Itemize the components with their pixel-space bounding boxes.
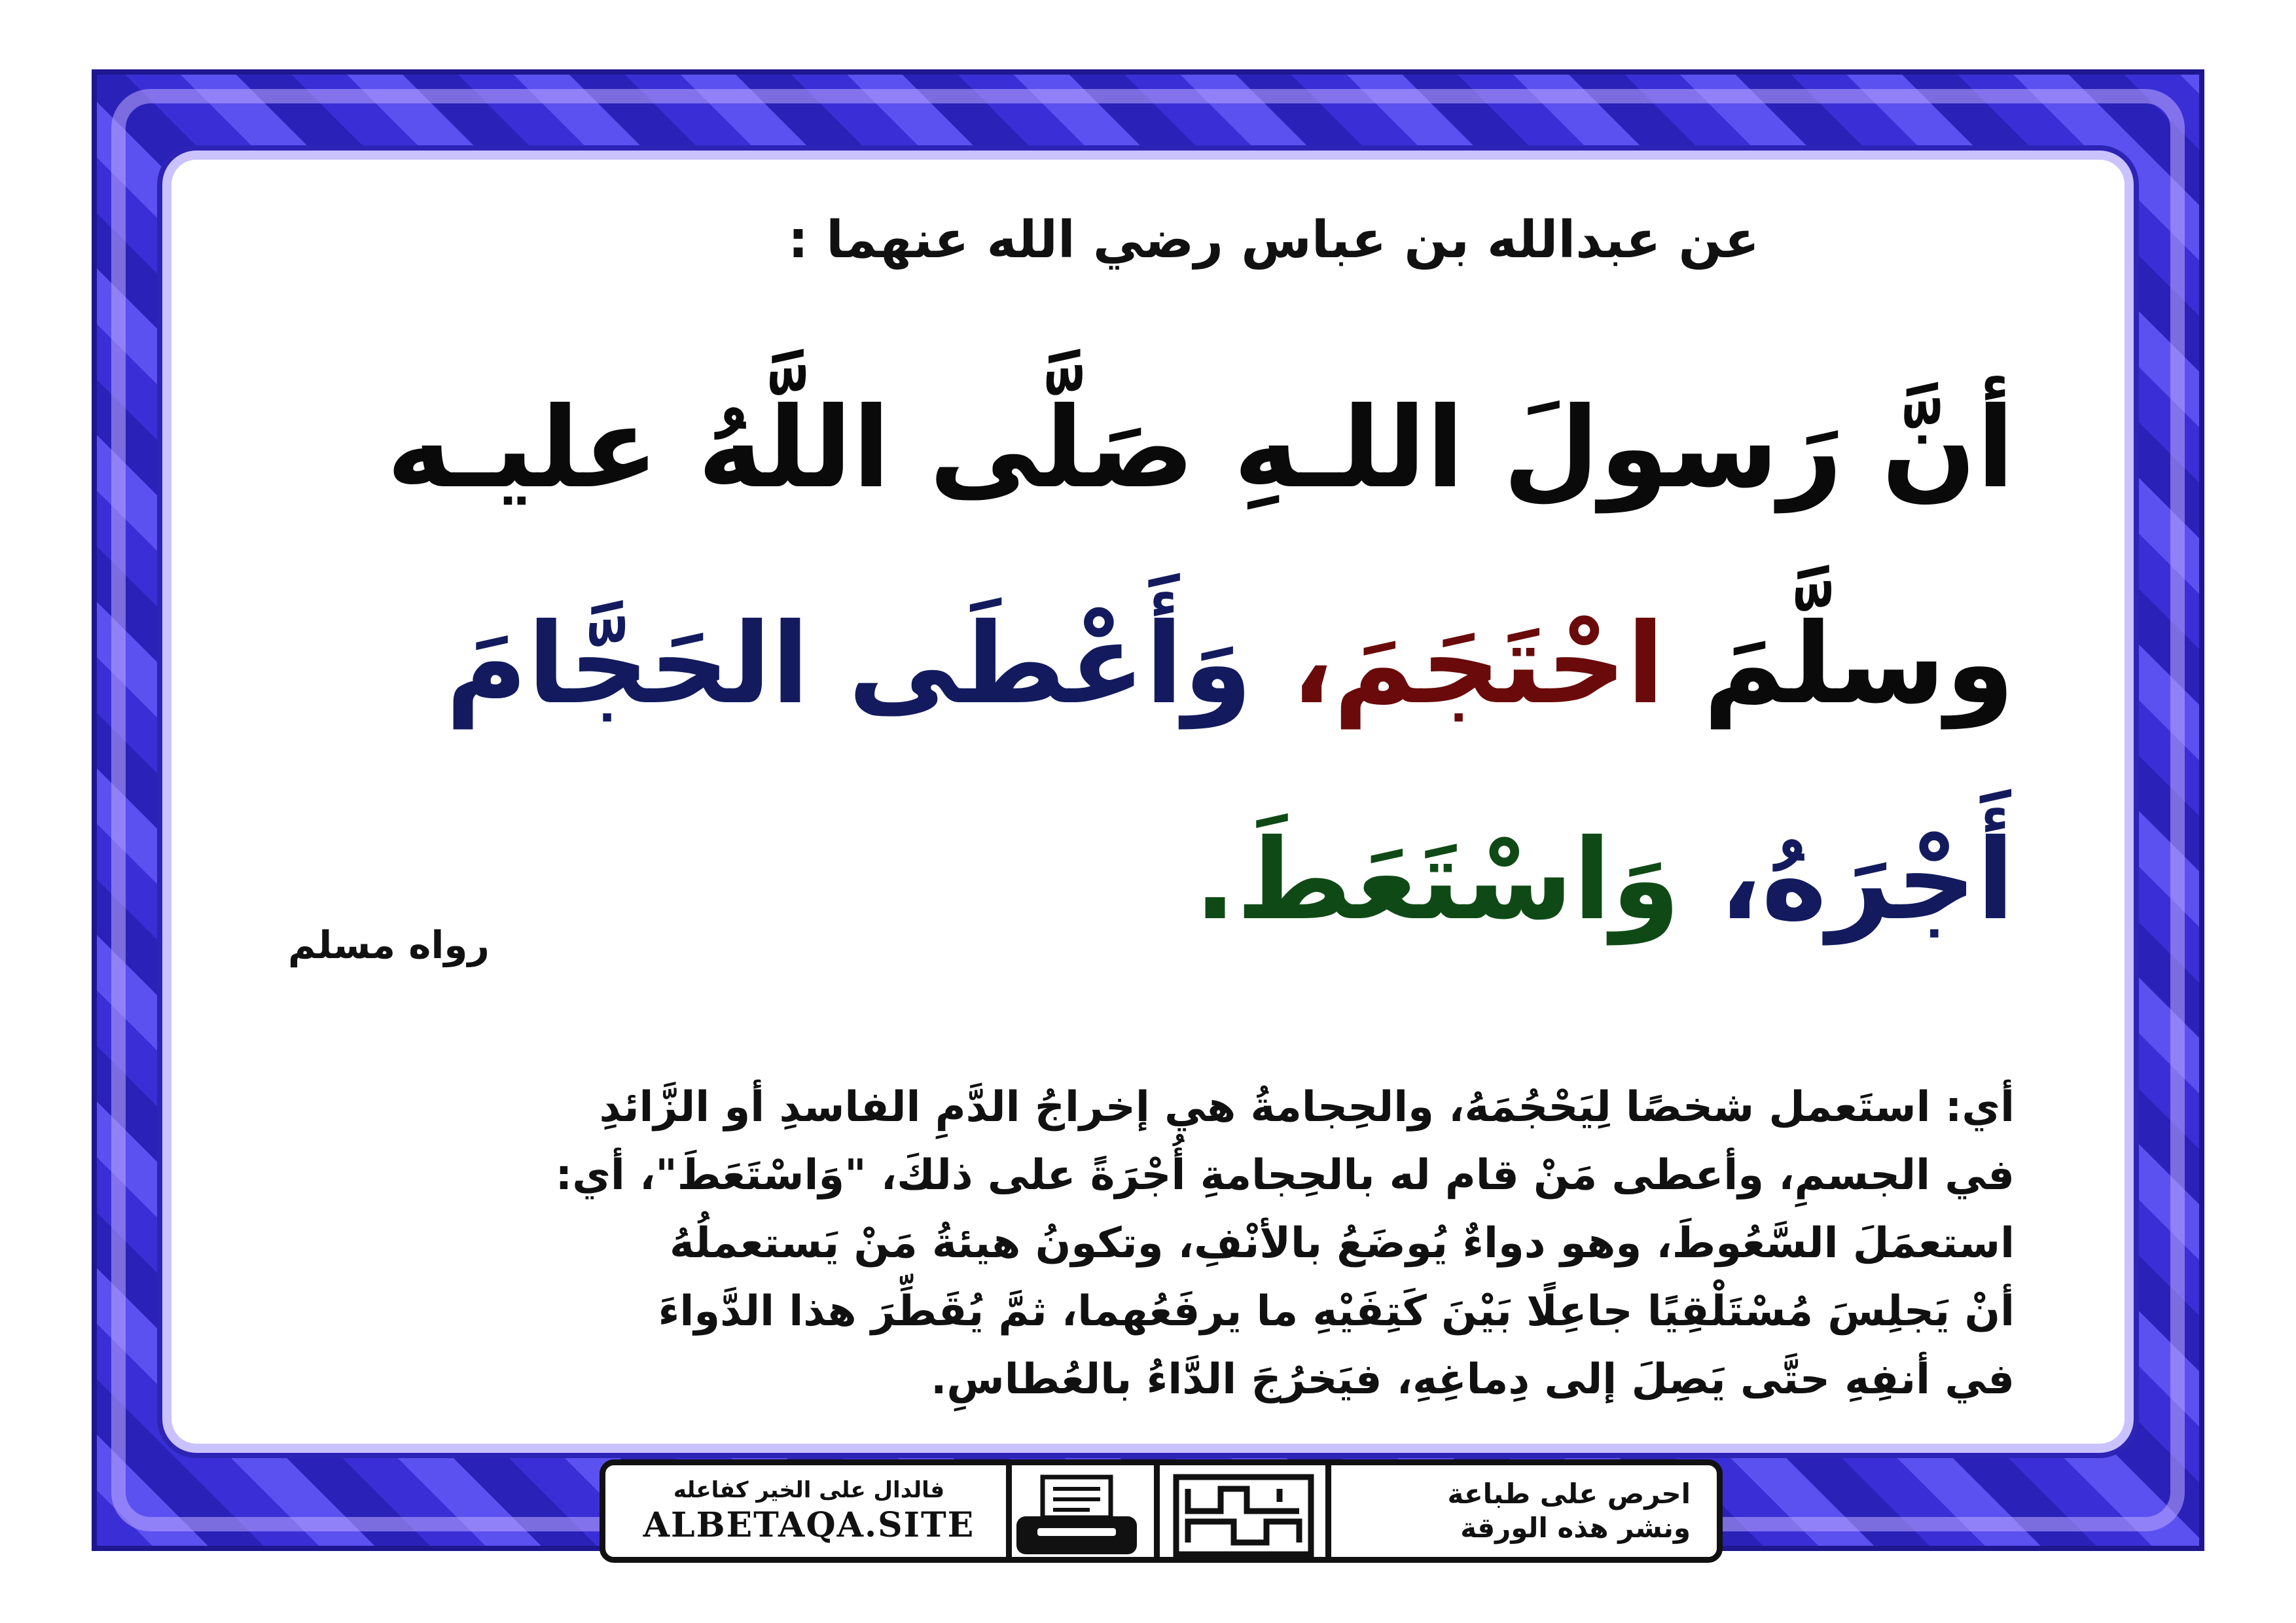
- explanation-line: استعمَلَ السَّعُوطَ، وهو دواءٌ يُوضَعُ بالأنْفِ، وتكونُ هيئةُ مَنْ يَستعملُهُ: [669, 1219, 2015, 1268]
- banner-divider: [1325, 1465, 1331, 1557]
- explanation-line: في الجسمِ، وأعطى مَنْ قام له بالحِجامةِ أُجْرَةً على ذلكَ، "وَاسْتَعَطَ"، أي:: [555, 1151, 2015, 1200]
- hadith-word-sallam: وسلَّمَ: [1703, 599, 2015, 729]
- print-appeal-line-1: احرص على طباعة: [1447, 1478, 1691, 1510]
- hadith-text: [275, 340, 2015, 988]
- hadith-phrase-aata: وَأَعْطَى الحَجَّامَ: [446, 599, 1253, 729]
- hadith-line-1: أنَّ رَسولَ اللـهِ صَلَّى اللَّهُ عليـه: [386, 383, 2015, 513]
- print-appeal-line-2: ونشر هذه الورقة: [1460, 1512, 1691, 1544]
- tagline: فالدال على الخير كفاعله: [673, 1477, 945, 1503]
- print-appeal: [1337, 1477, 1691, 1550]
- narrator-line: عن عبدالله بن عباس رضي الله عنهما :: [787, 211, 1759, 270]
- site-box: [617, 1474, 1001, 1548]
- hadith-source: رواه مسلم: [288, 923, 490, 967]
- banner-divider: [1154, 1465, 1160, 1557]
- explanation-line: في أنفِهِ حتَّى يَصِلَ إلى دِماغِهِ، فيَخرُجَ الدَّاءُ بالعُطاسِ.: [931, 1355, 2015, 1404]
- hadith-word-istaat: وَاسْتَعَطَ.: [1194, 815, 1681, 945]
- hadith-line-2: [275, 556, 2015, 772]
- explanation-line: أنْ يَجلِسَ مُسْتَلْقِيًا جاعِلًا بَيْنَ كَتِفَيْهِ ما يرفَعُهما، ثمَّ يُقَطِّرَ هذا الدَّواءَ: [658, 1287, 2015, 1336]
- hadith-line-3: [275, 772, 2015, 988]
- hadith-word-ajrahu: أَجْرَهُ،: [1719, 815, 2015, 945]
- hadith-word-ihtajam: احْتَجَمَ،: [1291, 599, 1665, 729]
- footer-banner: [600, 1459, 1723, 1563]
- site-link[interactable]: ALBETAQA.SITE: [643, 1505, 975, 1545]
- explanation-line: أي: استَعمل شخصًا لِيَحْجُمَهُ، والحِجامةُ هي إخراجُ الدَّمِ الفاسدِ أو الزَّائدِ: [599, 1083, 2015, 1132]
- explanation-text: [288, 1073, 2015, 1414]
- printer-icon: [1011, 1473, 1142, 1558]
- kufic-logo: [1168, 1472, 1319, 1560]
